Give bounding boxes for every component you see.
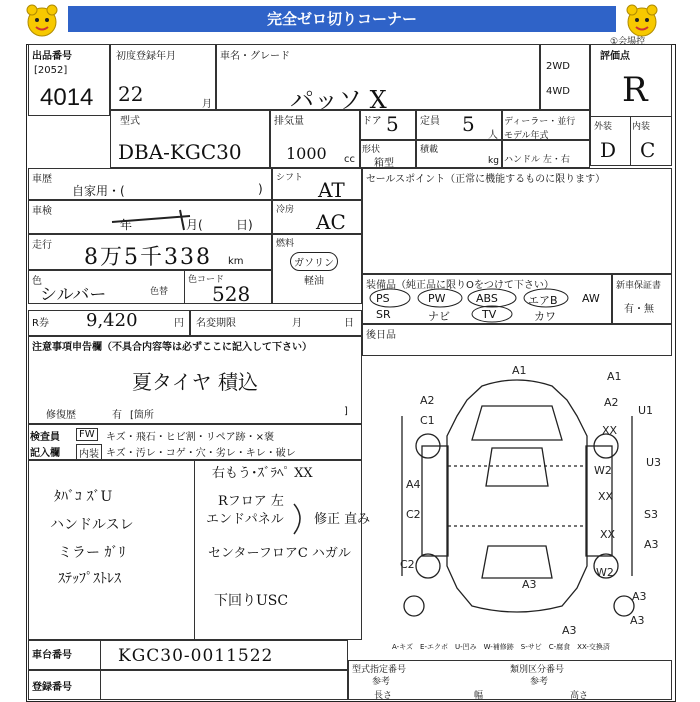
lot-sub: [2052]: [34, 65, 68, 76]
equipment-leather: カワ: [534, 310, 556, 323]
ac-value: AC: [316, 210, 346, 234]
fuel-label: 燃料: [276, 239, 295, 249]
equipment-label: 装備品（純正品に限りOをつけて下さい）: [366, 280, 554, 291]
notes-label: 注意事項申告欄（不具合内容等は必ずここに記入して下さい）: [32, 342, 312, 353]
note-right-2: Rフロア 左: [218, 494, 284, 509]
inspection-month: 月(: [186, 218, 203, 232]
mark-a4: A4: [406, 478, 421, 491]
model-year-label: モデル年式: [504, 131, 549, 141]
capacity-label: 定員: [420, 116, 440, 127]
drive-box: [540, 44, 590, 110]
price-value: 9,420: [86, 310, 138, 331]
mark-w2-rear: W2: [596, 566, 614, 579]
equipment-circles-icon: [368, 286, 588, 324]
history-label: 車歴: [32, 174, 52, 185]
exterior-score: D: [600, 138, 617, 162]
dealer-label: ディーラー・並行: [504, 117, 576, 127]
car-damage-diagram: [362, 356, 672, 640]
equipment-pw: PW: [428, 292, 446, 305]
ac-label: 冷房: [276, 205, 295, 215]
copy-label: ①会場控: [610, 37, 646, 47]
header-bar: [0, 0, 700, 47]
doors-label: ドア: [362, 116, 382, 127]
registration-box: [28, 670, 348, 700]
footer-shape-label: 型式指定番号: [352, 665, 407, 675]
lot-number: 4014: [40, 84, 94, 111]
history-box: [28, 168, 272, 200]
shift-label: シフト: [276, 173, 304, 183]
inspector-label-1: 検査員: [30, 432, 60, 443]
retrofit-box: [362, 324, 672, 356]
note-right-1: 右もう･ｽﾞﾗﾍﾟ XX: [212, 466, 313, 481]
mascot-icon: [624, 2, 660, 38]
drive-4wd: 4WD: [546, 86, 570, 97]
inspection-year: 年: [120, 218, 133, 232]
mark-xx-3: XX: [600, 528, 616, 541]
color-label: 色: [32, 276, 42, 287]
handle-label: ハンドル 左・右: [504, 155, 570, 165]
note-left-1: ﾀﾊﾞｺ ｽﾞU: [54, 489, 113, 505]
sales-point-label: セールスポイント（正常に機能するものに限ります）: [366, 174, 606, 185]
note-right-3: エンドパネル: [206, 512, 284, 527]
bracket-mark-icon: [194, 500, 314, 540]
mark-xx-1: XX: [602, 424, 618, 437]
inspector-label-2: 記入欄: [30, 448, 60, 459]
history-close: ): [258, 182, 263, 196]
note-left-3: ミラー ｶﾞﾘ: [58, 545, 126, 561]
registration-label: 登録番号: [32, 682, 72, 693]
mark-c2: C2: [406, 508, 421, 521]
color-value: シルバー: [40, 285, 107, 305]
notes-text: 夏タイヤ 積込: [132, 370, 258, 394]
equipment-ps: PS: [376, 292, 390, 305]
car-name-label: 車名・グレード: [220, 51, 290, 62]
note-left-4: ｽﾃｯﾌﾟｽﾄﾚｽ: [58, 571, 121, 587]
footer-height: 高さ: [570, 691, 589, 701]
color-change-label: 色替: [150, 287, 169, 297]
warranty-value: 有・無: [624, 304, 654, 315]
note-right-5: センターフロアC ハガル: [208, 546, 351, 561]
model-label: 型式: [120, 116, 140, 127]
mark-xx-2: XX: [598, 490, 614, 503]
score-label: 評価点: [600, 51, 630, 62]
mark-a2-right: A2: [604, 396, 619, 409]
price-unit: 円: [174, 318, 184, 329]
retrofit-label: 後日品: [366, 330, 396, 341]
model-value: DBA-KGC30: [118, 140, 242, 164]
footer-length: 長さ: [374, 691, 393, 701]
warranty-label: 新車保証書: [616, 281, 662, 291]
shape-label: 形状: [362, 145, 381, 155]
mark-a2: A2: [420, 394, 435, 407]
lot-label: 出品番号: [32, 51, 72, 62]
repair-bracket-open: [箇所: [130, 410, 154, 421]
equipment-abs: ABS: [476, 292, 498, 305]
shape-value: 箱型: [374, 158, 394, 169]
displacement-label: 排気量: [274, 116, 304, 127]
capacity-value: 5: [462, 112, 475, 136]
mark-a3-edge: A3: [630, 614, 645, 627]
displacement-unit: cc: [344, 154, 355, 165]
equipment-navi: ナビ: [428, 310, 450, 323]
equipment-sr: SR: [376, 308, 391, 321]
mark-c1: C1: [420, 414, 435, 427]
first-reg-label: 初度登録年月: [116, 51, 176, 62]
mark-a3-rear: A3: [522, 578, 537, 591]
footer-width: 幅: [474, 691, 484, 701]
mileage-unit: km: [228, 256, 244, 267]
name-change-label: 名変期限: [196, 318, 236, 329]
chassis-label: 車台番号: [32, 650, 72, 661]
load-label: 積載: [420, 145, 439, 155]
equipment-airbag: エアB: [528, 294, 558, 307]
inspector-fw-items: キズ・飛石・ヒビ割・リペア跡・×褒: [106, 432, 274, 443]
inspection-day: 日): [236, 218, 253, 232]
drive-2wd: 2WD: [546, 61, 570, 72]
strike-mark-icon: [110, 204, 200, 234]
score-value: R: [622, 70, 648, 110]
footer-ref-2: 参考: [530, 677, 549, 687]
note-left-2: ハンドルスレ: [50, 517, 134, 533]
inspector-fw-tag: FW: [76, 428, 98, 441]
price-label: R券: [32, 318, 49, 329]
mark-a3-right: A3: [644, 538, 659, 551]
interior-label: 内装: [632, 122, 651, 132]
mark-a3-corner: A3: [632, 590, 647, 603]
footer-ref: 参考: [372, 677, 391, 687]
banner-title: 完全ゼロ切りコーナー: [68, 6, 616, 32]
equipment-tv: TV: [482, 308, 497, 321]
mark-u1: U1: [638, 404, 654, 417]
car-name-value: パッソ X: [290, 86, 387, 114]
exterior-label: 外装: [594, 122, 613, 132]
name-change-day: 日: [344, 318, 354, 329]
equipment-aw: AW: [582, 292, 600, 305]
inspector-interior-tag: 内装: [76, 444, 102, 461]
color-code-value: 528: [212, 282, 251, 306]
repair-bracket-close: ]: [344, 406, 348, 417]
chassis-value: KGC30-0011522: [118, 646, 274, 666]
mark-a1-front: A1: [512, 364, 527, 377]
fuel-option-diesel: 軽油: [304, 276, 324, 287]
first-reg-year: 22: [118, 82, 144, 106]
inspector-interior-items: キズ・汚レ・コゲ・穴・劣レ・キレ・破レ: [106, 448, 296, 459]
history-value: 自家用・(: [72, 184, 125, 198]
color-code-label: 色コード: [188, 275, 225, 285]
mileage-label: 走行: [32, 240, 52, 251]
load-unit: kg: [488, 156, 499, 166]
capacity-unit: 人: [488, 130, 498, 141]
shift-value: AT: [318, 178, 345, 202]
doors-value: 5: [386, 112, 399, 136]
mark-u3: U3: [646, 456, 662, 469]
repair-label: 修復歴: [46, 410, 76, 421]
damage-legend: A-キズ E-エクボ U-凹み W-補修跡 S-サビ C-腐食 XX-交換済: [392, 643, 610, 651]
footer-class-label: 類別区分番号: [510, 665, 565, 675]
mark-s3: S3: [644, 508, 658, 521]
fuel-option-gasoline: ガソリン: [290, 252, 338, 271]
mark-a3-bottom: A3: [562, 624, 577, 637]
first-reg-month: 月: [202, 99, 212, 110]
repair-value: 有: [112, 410, 122, 421]
note-right-6: 下回りUSC: [214, 593, 289, 609]
mark-w2: W2: [594, 464, 612, 477]
mark-a1-right: A1: [607, 370, 622, 383]
interior-score: C: [640, 138, 656, 162]
mileage-value: 8万5千338: [84, 245, 212, 270]
mark-c2-rear: C2: [400, 558, 415, 571]
inspection-label: 車検: [32, 206, 52, 217]
mascot-icon: [24, 2, 60, 38]
note-right-4: 修正 直み: [314, 512, 371, 527]
name-change-month: 月: [292, 318, 302, 329]
displacement-value: 1000: [286, 144, 327, 163]
